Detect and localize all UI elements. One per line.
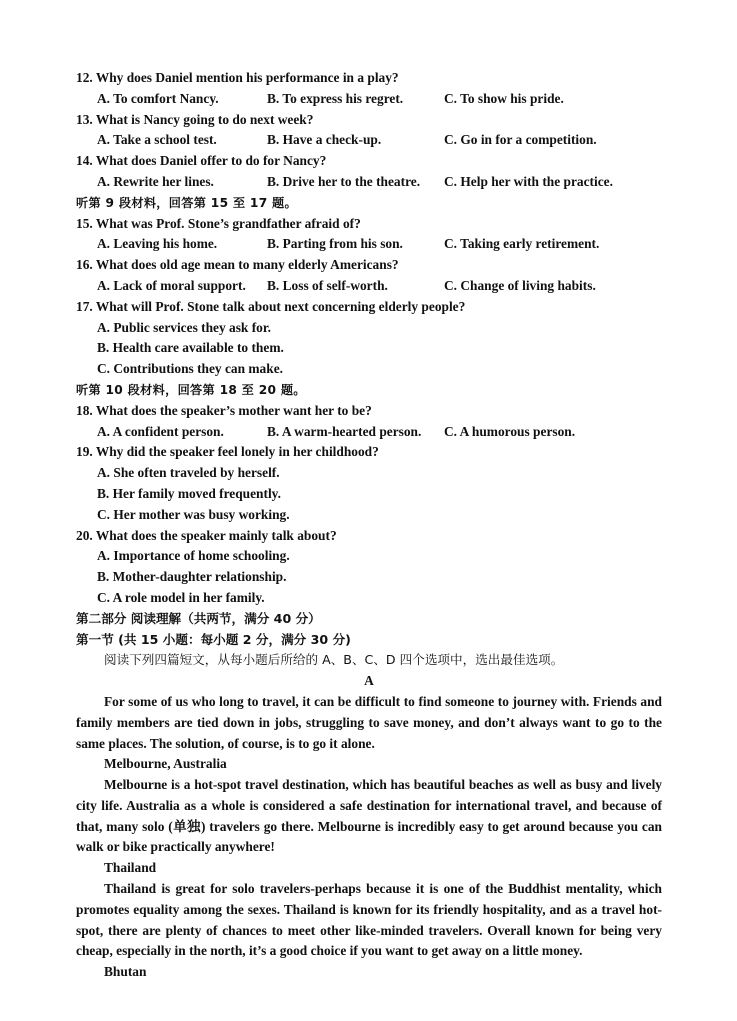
option-b: B. Her family moved frequently.: [97, 485, 281, 501]
passage-melbourne: [76, 775, 662, 858]
options-18: [76, 422, 662, 443]
question-16: 16. What does old age mean to many elderly Americans?: [76, 257, 399, 273]
option-c: C. Change of living habits.: [444, 277, 596, 293]
option-c: C. Help her with the practice.: [444, 173, 613, 189]
paragraph-text: Thailand is great for solo travelers-perhaps because it is one of the Buddhist mentality, which promotes equality among the sexes. Thailand is known for its friendly hospitality, and as a travel hot-spot, there are plenty of chances to meet other like-minded travelers. Overall known for being very cheap, especially in the north, it’s a good choice if you want to get away on a little money.: [76, 881, 662, 959]
subheading-melbourne: Melbourne, Australia: [104, 756, 227, 772]
options-12: [76, 89, 662, 110]
paragraph-text: Melbourne is a hot-spot travel destination, which has beautiful beaches as well as busy and lively city life. Australia as a whole is considered a safe destination for international travel, and because of that, many solo (单独) travelers go there. Melbourne is incredibly easy to get around because you can walk or bike practically anywhere!: [76, 777, 662, 855]
question-15: 15. What was Prof. Stone’s grandfather afraid of?: [76, 215, 361, 231]
subheading-bhutan: Bhutan: [104, 964, 147, 980]
question-14: 14. What does Daniel offer to do for Nancy?: [76, 153, 327, 169]
option-b: B. Mother-daughter relationship.: [97, 569, 287, 585]
option-a: A. Importance of home schooling.: [97, 548, 290, 564]
options-14: [76, 172, 662, 193]
option-c: C. To show his pride.: [444, 90, 564, 106]
option-b: B. Health care available to them.: [97, 340, 284, 356]
option-b: B. Drive her to the theatre.: [267, 173, 421, 189]
question-19: 19. Why did the speaker feel lonely in her childhood?: [76, 444, 379, 460]
part-two-heading: 第二部分 阅读理解（共两节，满分 40 分）: [76, 610, 321, 626]
options-15: [76, 234, 662, 255]
question-18: 18. What does the speaker’s mother want her to be?: [76, 402, 372, 418]
option-c: C. Go in for a competition.: [444, 132, 597, 148]
passage-intro: [76, 692, 662, 754]
section-one-heading: 第一节 (共 15 小题：每小题 2 分，满分 30 分): [76, 631, 351, 647]
option-a: A. Lack of moral support.: [97, 277, 246, 293]
instructions: 阅读下列四篇短文，从每小题后所给的 A、B、C、D 四个选项中，选出最佳选项。: [104, 652, 564, 668]
option-b: B. Loss of self-worth.: [267, 277, 388, 293]
option-a: A. A confident person.: [97, 423, 224, 439]
passage-thailand: [76, 879, 662, 962]
option-c: C. Contributions they can make.: [97, 361, 283, 377]
option-b: B. Parting from his son.: [267, 236, 403, 252]
option-a: A. To comfort Nancy.: [97, 90, 219, 106]
option-a: A. She often traveled by herself.: [97, 465, 280, 481]
option-c: C. Taking early retirement.: [444, 236, 600, 252]
options-16: [76, 276, 662, 297]
paragraph-text: For some of us who long to travel, it can be difficult to find someone to journey with. Friends and family members are tied down in jobs, struggling to save money, and don’t always want to go to the same places. The solution, of course, is to go it alone.: [76, 693, 662, 751]
listening-note-9: 听第 9 段材料，回答第 15 至 17 题。: [76, 195, 298, 210]
listening-note-10: 听第 10 段材料，回答第 18 至 20 题。: [76, 382, 306, 397]
exam-page: [76, 68, 662, 983]
option-c: C. A humorous person.: [444, 423, 576, 439]
question-20: 20. What does the speaker mainly talk about?: [76, 527, 337, 543]
option-b: B. Have a check-up.: [267, 132, 382, 148]
option-a: A. Public services they ask for.: [97, 319, 271, 335]
option-b: B. A warm-hearted person.: [267, 423, 422, 439]
option-c: C. Her mother was busy working.: [97, 506, 290, 522]
subheading-thailand: Thailand: [104, 860, 157, 876]
question-12: 12. Why does Daniel mention his performance in a play?: [76, 70, 399, 85]
option-a: A. Take a school test.: [97, 132, 217, 148]
option-a: A. Leaving his home.: [97, 236, 218, 252]
question-17: 17. What will Prof. Stone talk about next concerning elderly people?: [76, 298, 466, 314]
question-13: 13. What is Nancy going to do next week?: [76, 111, 314, 127]
option-a: A. Rewrite her lines.: [97, 173, 214, 189]
passage-letter: A: [364, 673, 374, 689]
option-c: C. A role model in her family.: [97, 589, 265, 605]
option-b: B. To express his regret.: [267, 90, 404, 106]
options-13: [76, 130, 662, 151]
